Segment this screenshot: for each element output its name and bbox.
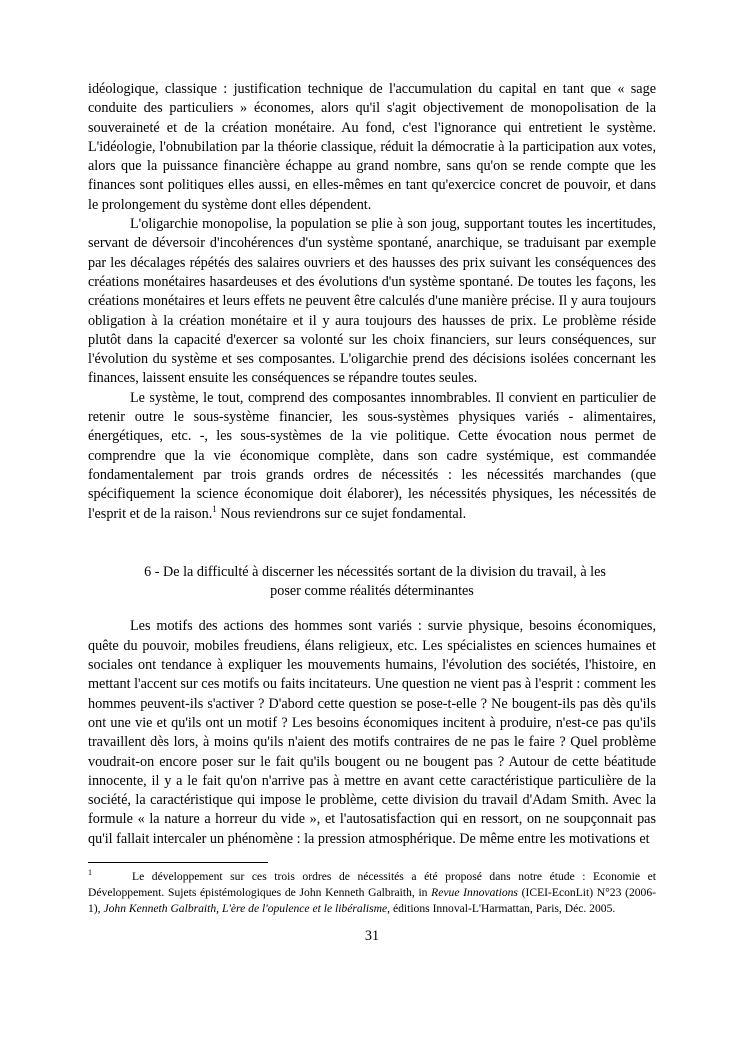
section-heading-line-2: poser comme réalités déterminantes (270, 583, 474, 600)
paragraph-3-end: Nous reviendrons sur ce sujet fondamental. (216, 505, 467, 522)
section-heading-line-1: 6 - De la difficulté à discerner les nécessités sortant de la division du travail, à les (144, 563, 606, 580)
footnote-text-c: , éditions Innoval-L'Harmattan, Paris, Déc. 2005. (387, 902, 616, 915)
footnote-mark: 1 (88, 868, 92, 877)
page-number: 31 (364, 928, 380, 944)
paragraph-2: L'oligarchie monopolise, la population se plie à son joug, supportant toutes les incertitudes, servant de déversoir d'incohérences d'un système spontané, anarchique, se traduisant par exemple par les décalages répétés des salaires ouvriers et des hausses des prix suivant les conséquences des créations monétaires hasardeuses et des évolutions d'un système spontané. De toutes les façons, les créations monétaires et leurs effets ne peuvent être calculés d'une manière précise. Il y aura toujours obligation à la création monétaire et il y aura toujours des hausses de prix. Le problème réside plutôt dans la capacité d'exercer sa volonté sur les choix financiers, sur leurs conséquences, sur l'évolution du système et ses composantes. L'oligarchie prend des décisions isolées concernant les finances, laissent ensuite les conséquences se répandre toutes seules. (88, 216, 656, 387)
footnote-book-title: John Kenneth Galbraith, L'ère de l'opulence et le libéralisme (103, 902, 388, 915)
footnote-reference[interactable]: 1 (212, 503, 217, 514)
paragraph-1: idéologique, classique : justification technique de l'accumulation du capital en tant que « sage conduite des particuliers » économes, alors qu'il s'agit objectivement de monopolisation de la souveraineté et de la création monétaire. Au fond, c'est l'ignorance qui entretient le système. L'idéologie, l'obnubilation par la théorie classique, réduit la démocratie à la participation aux votes, alors que la puissance financière échappe au grand nombre, sans qu'on se rende compte que les finances sont politiques elles aussi, en elles-mêmes en tant qu'exercice concret de pouvoir, et dans le prolongement du système dont elles dépendent. (88, 81, 656, 213)
footnote-text-a: Le développement sur ces trois ordres de nécessités a été proposé dans notre étude : Economie et Développement. Sujets épistémologiques de John Kenneth Galbraith, in (88, 870, 656, 899)
paragraph-3 (88, 389, 656, 524)
paragraph-4: Les motifs des actions des hommes sont variés : survie physique, besoins économiques, quête du pouvoir, mobiles freudiens, élans religieux, etc. Les spécialistes en sciences humaines et sociales ont tendance à expliquer les mouvements humains, l'évolution des sociétés, l'histoire, en mettant l'accent sur ces motifs ou faits incitateurs. Une question ne vient pas à l'esprit : comment les hommes peuvent-ils s'activer ? D'abord cette question se pose-t-elle ? Ne bougent-ils pas dès qu'ils ont une vie et qu'ils ont un motif ? Les besoins économiques incitent à produire, n'est-ce pas qu'ils travaillent dès lors, à moins qu'ils n'aient des motifs contraires de ne pas le faire ? Quel problème voudrait-on encore poser sur le fait qu'ils bougent ou ne bougent pas ? Autour de cette béatitude innocente, il y a le fait qu'on n'arrive pas à mettre en avant cette caractéristique particulière de la société, la caractéristique qui impose le problème, cette division du travail d'Adam Smith. Avec la formule « la nature a horreur du vide », et l'autosatisfaction qui en ressort, on ne soupçonnait pas qu'il fallait intercaler un phénomène : la pression atmosphérique. De même entre les motivations et (88, 618, 656, 847)
paragraph-3-text: Le système, le tout, comprend des composantes innombrables. Il convient en particulier de retenir outre le sous-système financier, les sous-systèmes physiques variés - alimentaires, énergétiques, etc. -, les sous-systèmes de la vie politique. Cette évocation nous permet de comprendre que la vie économique complète, dans son cadre systémique, est commandée fondamentalement par trois grands ordres de nécessités : les nécessités marchandes (que spécifiquement la science économique doit élaborer), les nécessités physiques, les nécessités de l'esprit et de la raison. (88, 389, 656, 522)
footnote (88, 869, 656, 917)
footnote-text-b: (ICEI-EconLit) N°23 (2006-1), (88, 886, 656, 915)
footnote-journal: Revue Innovations (431, 886, 518, 899)
section-heading (88, 563, 656, 602)
page-body (88, 80, 656, 849)
footnote-divider (88, 862, 268, 863)
